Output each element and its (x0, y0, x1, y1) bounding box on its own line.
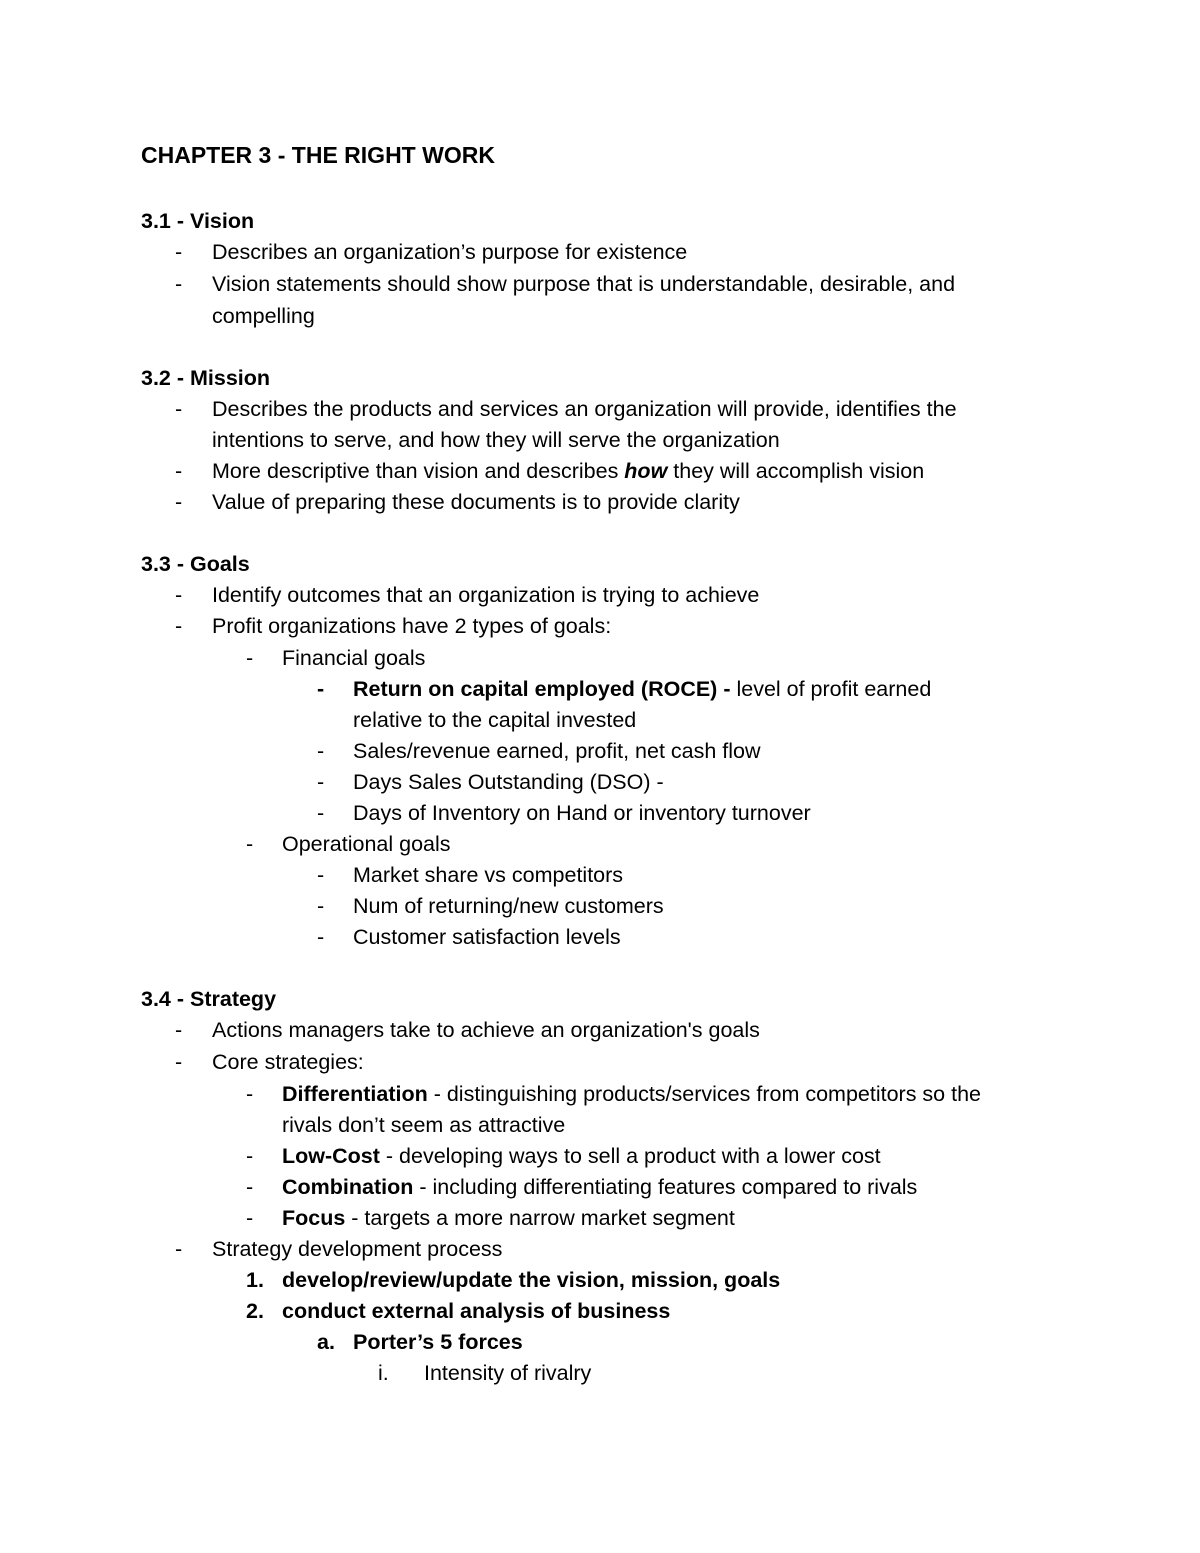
list-item-continuation: rivals don’t seem as attractive (282, 1113, 566, 1137)
sub-sub-step-item: Intensity of rivalry (424, 1361, 592, 1385)
bullet-dash: - (317, 677, 325, 701)
sub-step-letter: a. (317, 1330, 335, 1354)
step-number: 1. (246, 1268, 264, 1292)
list-item-combination (282, 1172, 917, 1203)
definition: - distinguishing products/services from competitors so the (427, 1082, 981, 1106)
bullet-dash: - (175, 240, 183, 264)
emphasis-how: how (624, 459, 668, 483)
list-item: Actions managers take to achieve an organization's goals (212, 1018, 760, 1042)
chapter-title: CHAPTER 3 - THE RIGHT WORK (141, 142, 495, 168)
section-heading-vision: 3.1 - Vision (141, 209, 255, 233)
bullet-dash: - (175, 583, 183, 607)
bullet-dash: - (175, 272, 183, 296)
sub-step-item: Porter’s 5 forces (353, 1330, 523, 1354)
section-heading-mission: 3.2 - Mission (141, 366, 271, 390)
list-item: Strategy development process (212, 1237, 503, 1261)
list-item: Identify outcomes that an organization is trying to achieve (212, 583, 760, 607)
bullet-dash: - (175, 397, 183, 421)
list-item: Sales/revenue earned, profit, net cash flow (353, 739, 761, 763)
bullet-dash: - (175, 490, 183, 514)
list-item: Days of Inventory on Hand or inventory turnover (353, 801, 811, 825)
bullet-dash: - (175, 459, 183, 483)
bullet-dash: - (317, 894, 325, 918)
bullet-dash: - (317, 770, 325, 794)
list-item: Vision statements should show purpose that is understandable, desirable, and (212, 272, 956, 296)
roman-numeral: i. (378, 1361, 389, 1385)
step-number: 2. (246, 1299, 264, 1323)
definition: level of profit earned (730, 677, 932, 701)
bullet-dash: - (317, 925, 325, 949)
term-roce: Return on capital employed (ROCE) - (353, 677, 731, 701)
bullet-dash: - (317, 863, 325, 887)
bullet-dash: - (175, 1237, 183, 1261)
bullet-dash: - (246, 832, 254, 856)
list-item: Num of returning/new customers (353, 894, 664, 918)
list-item-financial-goals: Financial goals (282, 646, 426, 670)
list-item (212, 456, 924, 487)
term-differentiation: Differentiation (282, 1082, 428, 1106)
text-run: More descriptive than vision and describes (212, 459, 625, 483)
list-item-continuation: relative to the capital invested (353, 708, 637, 732)
definition: - targets a more narrow market segment (345, 1206, 735, 1230)
step-item: develop/review/update the vision, mission, goals (282, 1268, 781, 1292)
term-focus: Focus (282, 1206, 346, 1230)
bullet-dash: - (317, 739, 325, 763)
term-low-cost: Low-Cost (282, 1144, 380, 1168)
bullet-dash: - (246, 1082, 254, 1106)
term-combination: Combination (282, 1175, 414, 1199)
definition: - developing ways to sell a product with a lower cost (379, 1144, 881, 1168)
list-item-focus (282, 1203, 735, 1234)
list-item: Customer satisfaction levels (353, 925, 621, 949)
list-item: Describes the products and services an organization will provide, identifies the (212, 397, 957, 421)
bullet-dash: - (175, 1050, 183, 1074)
section-heading-strategy: 3.4 - Strategy (141, 987, 277, 1011)
bullet-dash: - (246, 1144, 254, 1168)
list-item-roce (353, 674, 931, 705)
list-item-continuation: intentions to serve, and how they will serve the organization (212, 428, 780, 452)
list-item: Value of preparing these documents is to provide clarity (212, 490, 740, 514)
bullet-dash: - (246, 1175, 254, 1199)
list-item: Describes an organization’s purpose for existence (212, 240, 688, 264)
text-run: they will accomplish vision (667, 459, 925, 483)
list-item-operational-goals: Operational goals (282, 832, 451, 856)
bullet-dash: - (246, 1206, 254, 1230)
bullet-dash: - (175, 614, 183, 638)
bullet-dash: - (246, 646, 254, 670)
definition: - including differentiating features compared to rivals (413, 1175, 918, 1199)
list-item: Market share vs competitors (353, 863, 624, 887)
list-item-differentiation (282, 1079, 981, 1110)
list-item: Profit organizations have 2 types of goals: (212, 614, 612, 638)
list-item: Core strategies: (212, 1050, 364, 1074)
bullet-dash: - (175, 1018, 183, 1042)
list-item-continuation: compelling (212, 304, 315, 328)
list-item: Days Sales Outstanding (DSO) - (353, 770, 664, 794)
section-heading-goals: 3.3 - Goals (141, 552, 250, 576)
step-item: conduct external analysis of business (282, 1299, 671, 1323)
list-item-low-cost (282, 1141, 881, 1172)
bullet-dash: - (317, 801, 325, 825)
